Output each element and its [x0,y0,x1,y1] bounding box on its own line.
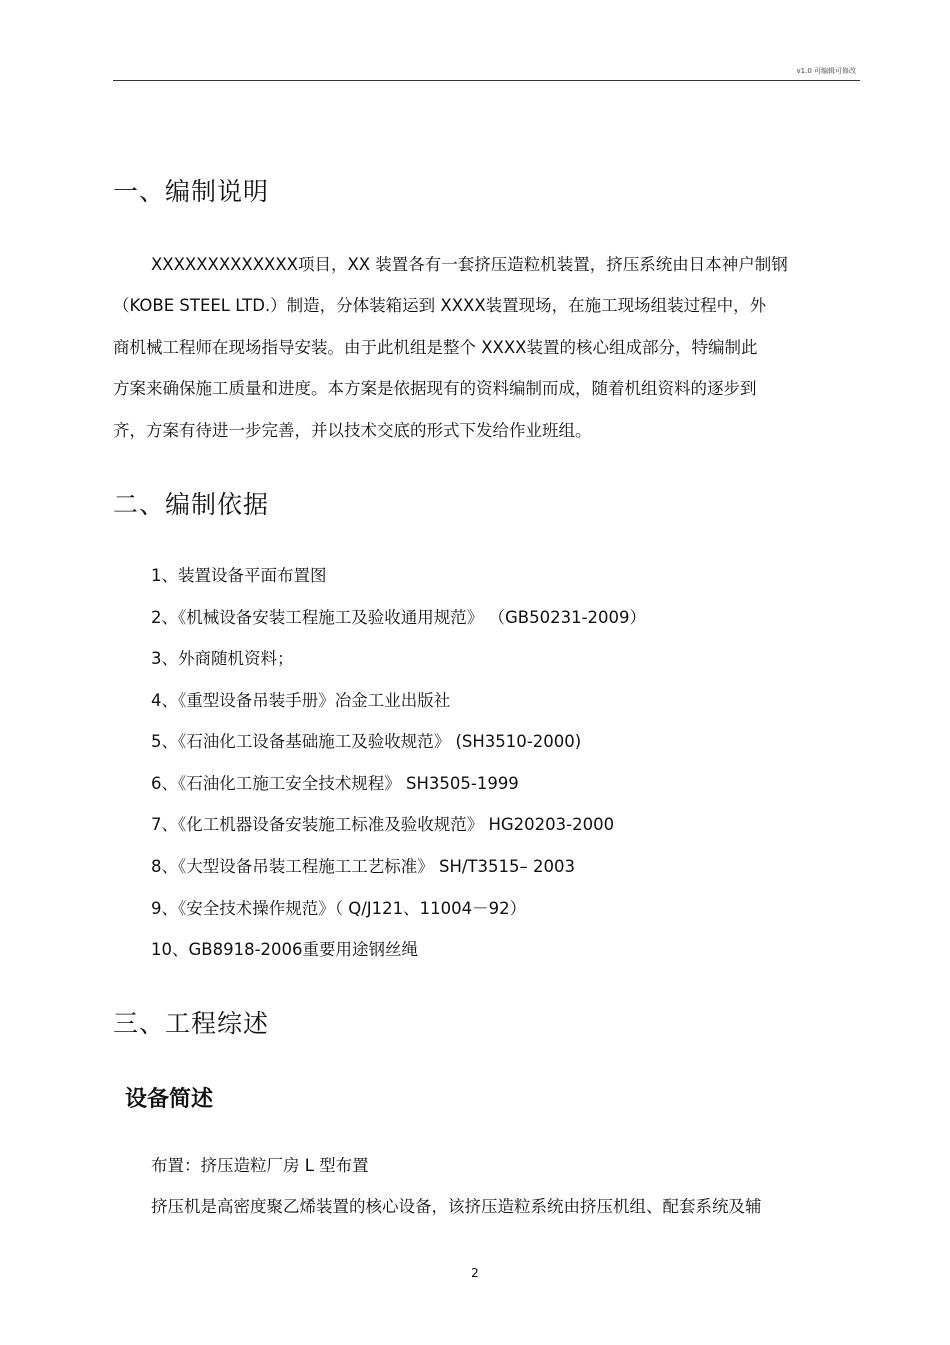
list-item: 4、《重型设备吊装手册》冶金工业出版社 [151,691,451,710]
list-item: 6、《石油化工施工安全技术规程》 SH3505-1999 [151,774,519,793]
description-line: 挤压机是高密度聚乙烯装置的核心设备，该挤压造粒系统由挤压机组、配套系统及辅 [151,1197,762,1216]
section-2-title: 二、编制依据 [113,490,270,519]
paragraph-line: 齐，方案有待进一步完善，并以技术交底的形式下发给作业班组。 [113,421,592,440]
list-item: 5、《石油化工设备基础施工及验收规范》 (SH3510-2000) [151,732,582,751]
header-version-text: v1.0 可编辑可修改 [796,67,856,75]
list-item: 7、《化工机器设备安装施工标准及验收规范》 HG20203-2000 [151,815,615,834]
section-3-title: 三、工程综述 [113,1009,270,1038]
list-item: 9、《安全技术操作规范》（ Q/J121、11004－92） [151,899,527,918]
paragraph-line: XXXXXXXXXXXXX项目，XX 装置各有一套挤压造粒机装置，挤压系统由日本神户制钢 [151,255,788,274]
paragraph-line: 方案来确保施工质量和进度。本方案是依据现有的资料编制而成，随着机组资料的逐步到 [113,379,757,398]
layout-line: 布置：挤压造粒厂房 L 型布置 [151,1156,369,1175]
list-item: 8、《大型设备吊装工程施工工艺标准》 SH/T3515– 2003 [151,857,575,876]
list-item: 2、《机械设备安装工程施工及验收通用规范》 （GB50231-2009） [151,608,647,627]
page-number: 2 [471,1266,479,1280]
header-divider [113,80,860,81]
list-item: 3、外商随机资料； [151,649,294,668]
paragraph-line: （KOBE STEEL LTD.）制造，分体装箱运到 XXXX装置现场，在施工现场组装过程中，外 [113,296,767,315]
paragraph-line: 商机械工程师在现场指导安装。由于此机组是整个 XXXX装置的核心组成部分，特编制此 [113,338,758,357]
list-item: 1、装置设备平面布置图 [151,566,327,585]
section-3-subtitle: 设备简述 [125,1087,214,1112]
section-1-title: 一、编制说明 [113,177,270,206]
list-item: 10、GB8918-2006重要用途钢丝绳 [151,940,419,959]
